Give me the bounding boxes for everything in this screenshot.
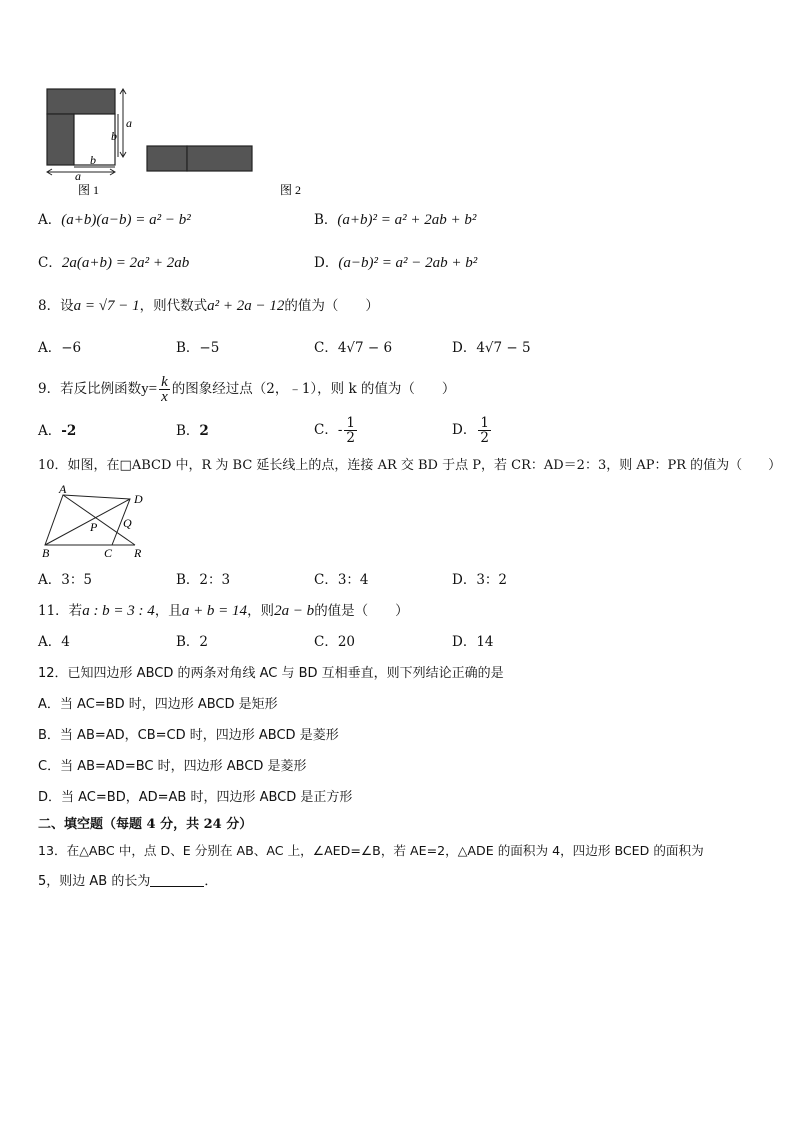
fig1-label-b-bottom: b [90,153,96,167]
q8-expr: a² + 2a − 12 [207,298,285,314]
q10-stem: 10．如图，在□ABCD 中，R 为 BC 延长线上的点，连接 AR 交 BD 于点 P，若 CR：AD＝2：3，则 AP：PR 的值为（ ） [38,458,782,473]
q7-option-b-expr: (a+b)² = a² + 2ab + b² [337,212,477,228]
fig1-left-bar [47,114,74,165]
q9-option-c-fraction: $\frac{1}{2}$ [346,415,355,446]
q11-stem: 11．若a : b = 3 : 4，且a + b = 14，则2a − b的值是（ ） [38,603,409,619]
q10-point-A: A [59,485,67,496]
q10-point-C: C [104,546,113,560]
q12-option-c[interactable]: C．当 AB=AD=BC 时，四边形 ABCD 是菱形 [38,759,307,774]
q7-option-d-expr: (a−b)² = a² − 2ab + b² [338,255,478,271]
q9-option-c[interactable]: C．- $\frac{1}{2}$ [314,415,355,446]
q13-answer-blank[interactable] [150,872,204,887]
q7-option-c[interactable]: C．2a(a+b) = 2a² + 2ab [38,255,190,271]
fig1-caption: 图 1 [78,183,100,197]
q8-a-def: a = √7 − 1 [73,298,140,314]
q10-point-Q: Q [123,516,132,530]
figure-1-2 [40,82,320,200]
q8-option-d[interactable]: D．4√7 − 5 [452,340,531,356]
q12-option-d[interactable]: D．当 AC=BD，AD=AB 时，四边形 ABCD 是正方形 [38,790,353,805]
q7-option-a[interactable]: A．(a+b)(a−b) = a² − b² [38,212,191,228]
q11-option-a[interactable]: A．4 [38,634,70,650]
fig1-label-b-right: b [111,129,117,143]
q10-option-b[interactable]: B．2：3 [176,572,231,588]
q8-option-b[interactable]: B．−5 [176,340,220,356]
q9-option-d-fraction: $\frac{1}{2}$ [480,415,489,446]
q10-point-B: B [42,546,50,560]
q10-point-R: R [134,546,142,560]
q12-option-a[interactable]: A．当 AC=BD 时，四边形 ABCD 是矩形 [38,697,278,712]
q9-option-b[interactable]: B．2 [176,423,209,439]
q10-option-d[interactable]: D．3：2 [452,572,508,588]
q11-option-b[interactable]: B．2 [176,634,209,650]
fig1-top-bar [47,89,115,114]
q8-option-c[interactable]: C．4√7 − 6 [314,340,393,356]
q12-option-b[interactable]: B．当 AB=AD，CB=CD 时，四边形 ABCD 是菱形 [38,728,339,743]
q9-option-a[interactable]: A．-2 [38,423,77,439]
q10-point-D: D [134,492,143,506]
section-2-title: 二、填空题（每题 4 分，共 24 分） [38,817,253,832]
fig1-label-a-right: a [126,116,132,130]
fig2-left-rect [147,146,187,171]
q12-stem: 12．已知四边形 ABCD 的两条对角线 AC 与 BD 互相垂直，则下列结论正确的是 [38,666,504,681]
q10-point-P: P [90,520,98,534]
q13-line-2: 5，则边 AB 的长为 ． [38,874,218,889]
q7-option-a-expr: (a+b)(a−b) = a² − b² [61,212,191,228]
fig1-label-a-bottom: a [75,169,81,183]
q11-option-d[interactable]: D．14 [452,634,494,650]
q7-option-d[interactable]: D．(a−b)² = a² − 2ab + b² [314,255,478,271]
q10-parallelogram-figure [40,485,155,563]
q9-option-d[interactable]: D． $\frac{1}{2}$ [452,415,489,446]
fig2-right-rect [187,146,252,171]
q9-stem: 9．若反比例函数y= $\frac{k}{x}$ 的图象经过点（2，﹣1），则 k 的值为（ ） [38,374,456,405]
q10-option-c[interactable]: C．3：4 [314,572,369,588]
q9-fraction-k-over-x: $\frac{k}{x}$ [161,374,168,405]
q7-option-b[interactable]: B．(a+b)² = a² + 2ab + b² [314,212,477,228]
q7-option-c-expr: 2a(a+b) = 2a² + 2ab [61,255,190,271]
q8-stem: 8．设a = √7 − 1，则代数式a² + 2a − 12的值为（ ） [38,298,379,314]
q11-option-c[interactable]: C．20 [314,634,356,650]
q8-option-a[interactable]: A．−6 [38,340,82,356]
q10-option-a[interactable]: A．3：5 [38,572,92,588]
fig2-caption: 图 2 [280,183,302,197]
q13-line-1: 13．在△ABC 中，点 D、E 分别在 AB、AC 上，∠AED=∠B，若 AE=2，△ADE 的面积为 4，四边形 BCED 的面积为 [38,843,704,858]
